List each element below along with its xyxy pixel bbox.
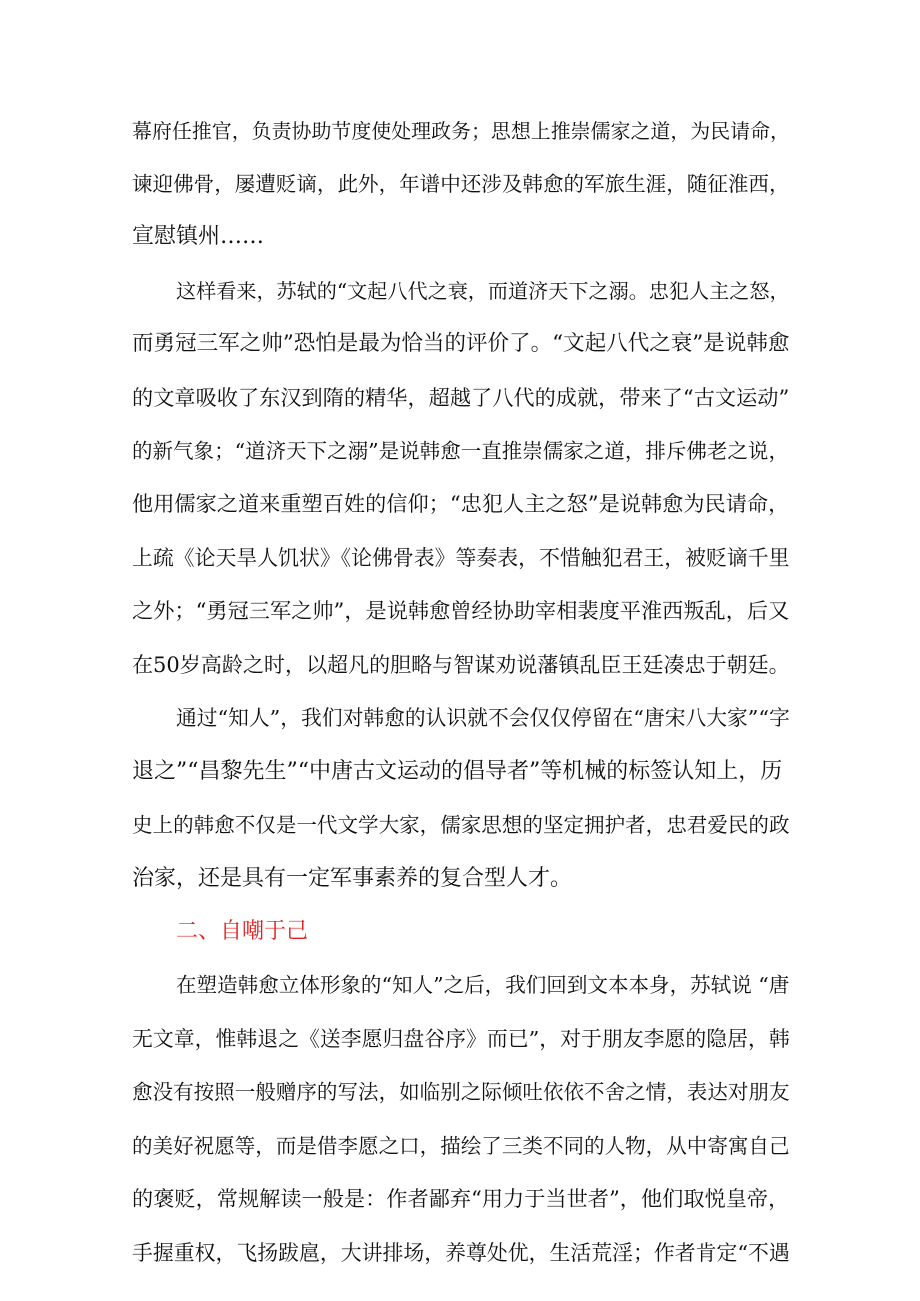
text-line: 之外；“勇冠三军之帅”，是说韩愈曾经协助宰相裴度平淮西叛乱，后又 (132, 598, 790, 623)
text-line: 在塑造韩愈立体形象的“知人”之后，我们回到文本本身，苏轼说 “唐 (176, 973, 790, 997)
text-line: 他用儒家之道来重塑百姓的信仰；“忠犯人主之怒”是说韩愈为民请命， (132, 491, 790, 516)
text-line: 的新气象；“道济天下之溺”是说韩愈一直推崇儒家之道，排斥佛老之说， (132, 439, 789, 463)
text-line: 而勇冠三军之帅”恐怕是最为恰当的评价了。“文起八代之衰”是说韩愈 (132, 331, 790, 356)
text-line: 的褒贬，常规解读一般是：作者鄙弃“用力于当世者”，他们取悦皇帝， (132, 1186, 790, 1211)
text-line: 退之”“昌黎先生”“中唐古文运动的倡导者”等机械的标签认知上，历 (132, 759, 783, 784)
text-line: 无文章，惟韩退之《送李愿归盘谷序》而已”，对于朋友李愿的隐居，韩 (132, 1027, 790, 1051)
text-line: 上疏《论天旱人饥状》《论佛骨表》等奏表，不惜触犯君王，被贬谪千里 (132, 546, 790, 570)
text-line: 的文章吸收了东汉到隋的精华，超越了八代的成就，带来了“古文运动” (132, 385, 790, 410)
text-line: 史上的韩愈不仅是一代文学大家，儒家思想的坚定拥护者，忠君爱民的政 (132, 813, 790, 837)
text-line: 通过“知人”，我们对韩愈的认识就不会仅仅停留在“唐宋八大家”“字 (176, 706, 790, 730)
text-line: 的美好祝愿等，而是借李愿之口，描绘了三类不同的人物，从中寄寓自己 (132, 1134, 790, 1158)
text-line: 愈没有按照一般赠序的写法，如临别之际倾吐依依不舍之情，表达对朋友 (132, 1080, 790, 1104)
text-line: 宣慰镇州…… (132, 224, 265, 249)
text-line: 手握重权，飞扬跋扈，大讲排场，养尊处优，生活荒淫；作者肯定“不遇 (132, 1241, 790, 1265)
section-heading: 二、自嘲于己 (176, 919, 309, 944)
text-line: 这样看来，苏轼的“文起八代之衰，而道济天下之溺。忠犯人主之怒， (176, 279, 790, 303)
text-line: 治家，还是具有一定军事素养的复合型人才。 (132, 866, 573, 891)
text-line: 在50岁高龄之时，以超凡的胆略与智谋劝说藩镇乱臣王廷凑忠于朝廷。 (132, 652, 790, 677)
text-line: 谏迎佛骨，屡遭贬谪，此外，年谱中还涉及韩愈的军旅生涯，随征淮西， (132, 172, 790, 196)
text-line: 幕府任推官，负责协助节度使处理政务；思想上推崇儒家之道，为民请命， (132, 119, 790, 143)
